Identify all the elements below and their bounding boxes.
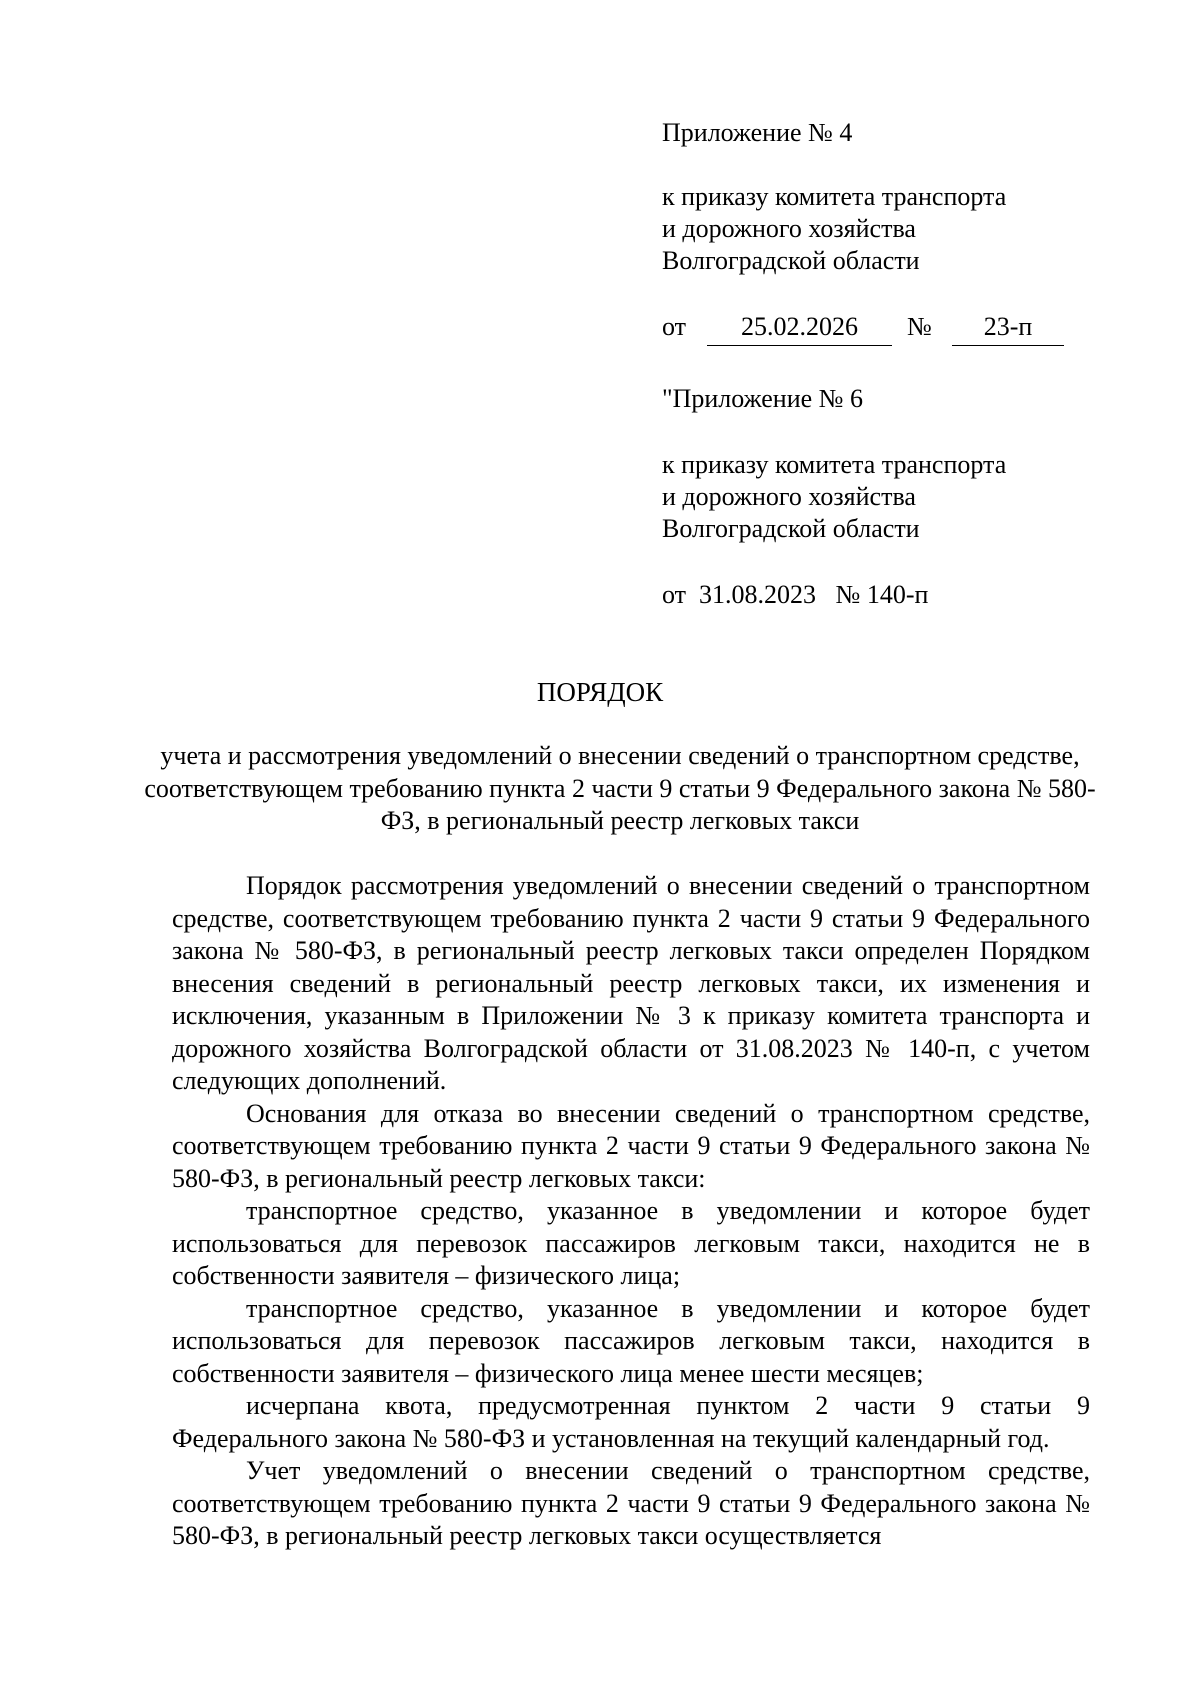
- appendix-4-number: 23-п: [952, 311, 1064, 346]
- appendix-6-date-line: от 31.08.2023 № 140-п: [662, 580, 929, 609]
- body-paragraph: Основания для отказа во внесении сведений о транспортном средстве, соответствующем требованию пункта 2 части 9 статьи 9 Федерального закона № 580-ФЗ, в региональный реестр легковых такси:: [172, 1098, 1090, 1193]
- appendix-4-title-text: Приложение № 4: [662, 118, 853, 147]
- body-paragraph: Порядок рассмотрения уведомлений о внесении сведений о транспортном средстве, соответствующем требованию пункта 2 части 9 статьи 9 Федерального закона № 580-ФЗ, в региональный реестр легковых такси определен Порядком внесения сведений в региональный реестр легковых такси, их изменения и исключения, указанным в Приложении № 3 к приказу комитета транспорта и дорожного хозяйства Волгоградской области от 31.08.2023 № 140-п, с учетом следующих дополнений.: [172, 871, 1090, 1095]
- appendix-4-ref-line-1: к приказу комитета транспорта: [662, 182, 1007, 211]
- appendix-4-order-reference: [662, 181, 1102, 277]
- document-subtitle: учета и рассмотрения уведомлений о внесении сведений о транспортном средстве, соответствующем требованию пункта 2 части 9 статьи 9 Федерального закона № 580-ФЗ, в региональный реестр легковых такси: [144, 741, 1096, 835]
- appendix-6-ref-line-3: Волгоградской области: [662, 514, 920, 543]
- body-paragraph: транспортное средство, указанное в уведомлении и которое будет использоваться для перевозок пассажиров легковым такси, находится не в собственности заявителя – физического лица;: [172, 1196, 1090, 1290]
- appendix-6-title: [662, 383, 1102, 415]
- appendix-6-order-reference: [662, 449, 1102, 545]
- appendix-6-ref-line-2: и дорожного хозяйства: [662, 482, 916, 511]
- appendix-4-date: 25.02.2026: [707, 311, 892, 346]
- appendix-6-date-number: [662, 579, 1102, 611]
- appendix-4-ref-line-3: Волгоградской области: [662, 246, 920, 275]
- body-paragraph: транспортное средство, указанное в уведомлении и которое будет использоваться для перевозок пассажиров легковым такси, находится в собственности заявителя – физического лица менее шести месяцев;: [172, 1293, 1090, 1388]
- appendix-4-ref-line-2: и дорожного хозяйства: [662, 214, 916, 243]
- body-paragraph: Учет уведомлений о внесении сведений о транспортном средстве, соответствующем требованию пункта 2 части 9 статьи 9 Федерального закона № 580-ФЗ, в региональный реестр легковых такси осуществляется: [172, 1456, 1090, 1550]
- appendix-4-date-number: [662, 311, 1102, 351]
- appendix-6-ref-line-1: к приказу комитета транспорта: [662, 450, 1007, 479]
- appendix-4-title: [662, 117, 1102, 149]
- document-title: ПОРЯДОК: [536, 677, 664, 707]
- appendix-4-date-prefix: от: [662, 312, 687, 341]
- document-body: [172, 870, 1090, 1553]
- appendix-6-title-text: "Приложение № 6: [662, 384, 863, 413]
- body-paragraph: исчерпана квота, предусмотренная пунктом 2 части 9 статьи 9 Федерального закона № 580-ФЗ и установленная на текущий календарный год.: [172, 1391, 1090, 1453]
- appendix-4-number-sign: №: [907, 312, 932, 341]
